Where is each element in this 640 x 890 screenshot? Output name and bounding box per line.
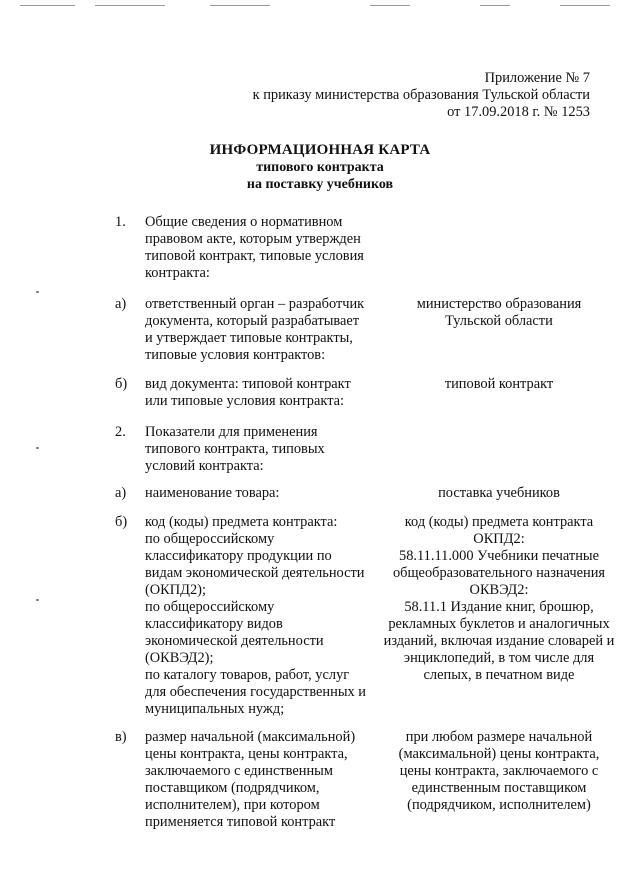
label-line: типовые условия контрактов: [145,347,326,363]
label-line: наименование товара: [145,485,280,501]
value-line: ОКПД2: [473,531,525,547]
scan-artifact [560,5,610,6]
value-line: 58.11.1 Издание книг, брошюр, [404,599,594,615]
label-line: или типовые условия контракта: [145,393,345,409]
row-label [145,729,385,831]
row-label [145,376,385,410]
scan-artifact [370,5,410,6]
row-label [145,424,385,475]
scan-artifact [20,5,75,6]
scan-artifact [480,5,510,6]
value-line: цены контракта, заключаемого с [399,763,599,779]
label-line: (ОКВЭД2); [145,650,214,666]
label-line: по общероссийскому [145,599,275,615]
appendix-header [170,70,590,121]
label-line: для обеспечения государственных и [145,684,366,700]
label-line: заключаемого с единственным [145,763,333,779]
value-line: общеобразовательного назначения [392,565,606,581]
title-sub1: типового контракта [256,160,384,175]
row-number: 1. [115,214,126,230]
title-sub2: на поставку учебников [246,177,394,192]
row-value [375,485,623,502]
label-line: классификатору видов [145,616,283,632]
label-line: экономической деятельности [145,633,324,649]
label-line: условий контракта: [145,458,264,474]
row-label [145,514,385,718]
label-line: Общие сведения о нормативном [145,214,343,230]
value-line: поставка учебников [438,485,560,501]
row-value [375,296,623,330]
appendix-number: Приложение № 7 [484,70,590,86]
label-line: правовом акте, которым утвержден [145,231,361,247]
row-number: б) [115,514,128,530]
label-line: контракта: [145,265,210,281]
label-line: (ОКПД2); [145,582,206,598]
label-line: типовой контракт, типовые условия [145,248,364,264]
row-value [375,376,623,393]
scan-artifact [36,447,39,449]
label-line: документа, который разрабатывает [145,313,360,329]
label-line: поставщиком (подрядчиком, [145,780,320,796]
scan-artifact [210,5,270,6]
appendix-order-ref: к приказу министерства образования Тульской области [252,87,590,103]
label-line: Показатели для применения [145,424,318,440]
value-line: (подрядчиком, исполнителем) [407,797,591,813]
value-line: при любом размере начальной [405,729,593,745]
scan-artifact [36,291,39,293]
label-line: типового контракта, типовых [145,441,325,457]
scan-artifact [36,599,39,601]
value-line: рекламных буклетов и аналогичных [388,616,610,632]
row-label [145,485,385,502]
title-main: ИНФОРМАЦИОННАЯ КАРТА [209,142,431,158]
label-line: муниципальных нужд; [145,701,285,717]
row-label [145,214,385,282]
label-line: код (коды) предмета контракта: [145,514,338,530]
value-line: изданий, включая издание словарей и [383,633,615,649]
row-label [145,296,385,364]
value-line: ОКВЭД2: [469,582,529,598]
document-title [0,141,640,193]
value-line: слепых, в печатном виде [423,667,575,683]
label-line: по каталогу товаров, работ, услуг [145,667,350,683]
row-number: а) [115,485,127,501]
label-line: размер начальной (максимальной) [145,729,356,745]
row-value [375,729,623,814]
label-line: исполнителем), при котором [145,797,320,813]
value-line: (максимальной) цены контракта, [398,746,600,762]
label-line: вид документа: типовой контракт [145,376,351,392]
label-line: видам экономической деятельности [145,565,365,581]
row-number: б) [115,376,128,392]
value-line: единственным поставщиком [411,780,587,796]
label-line: цены контракта, цены контракта, [145,746,348,762]
row-number: а) [115,296,127,312]
value-line: министерство образования [416,296,582,312]
row-number: 2. [115,424,126,440]
value-line: энциклопедий, в том числе для [403,650,595,666]
label-line: классификатору продукции по [145,548,332,564]
value-line: код (коды) предмета контракта [404,514,594,530]
label-line: по общероссийскому [145,531,275,547]
label-line: и утверждает типовые контракты, [145,330,353,346]
value-line: 58.11.11.000 Учебники печатные [399,548,599,564]
value-line: типовой контракт [444,376,554,392]
label-line: применяется типовой контракт [145,814,336,830]
label-line: ответственный орган – разработчик [145,296,365,312]
row-number: в) [115,729,127,745]
appendix-order-date: от 17.09.2018 г. № 1253 [447,104,590,120]
scan-artifact [95,5,165,6]
row-value [375,514,623,684]
value-line: Тульской области [445,313,553,329]
